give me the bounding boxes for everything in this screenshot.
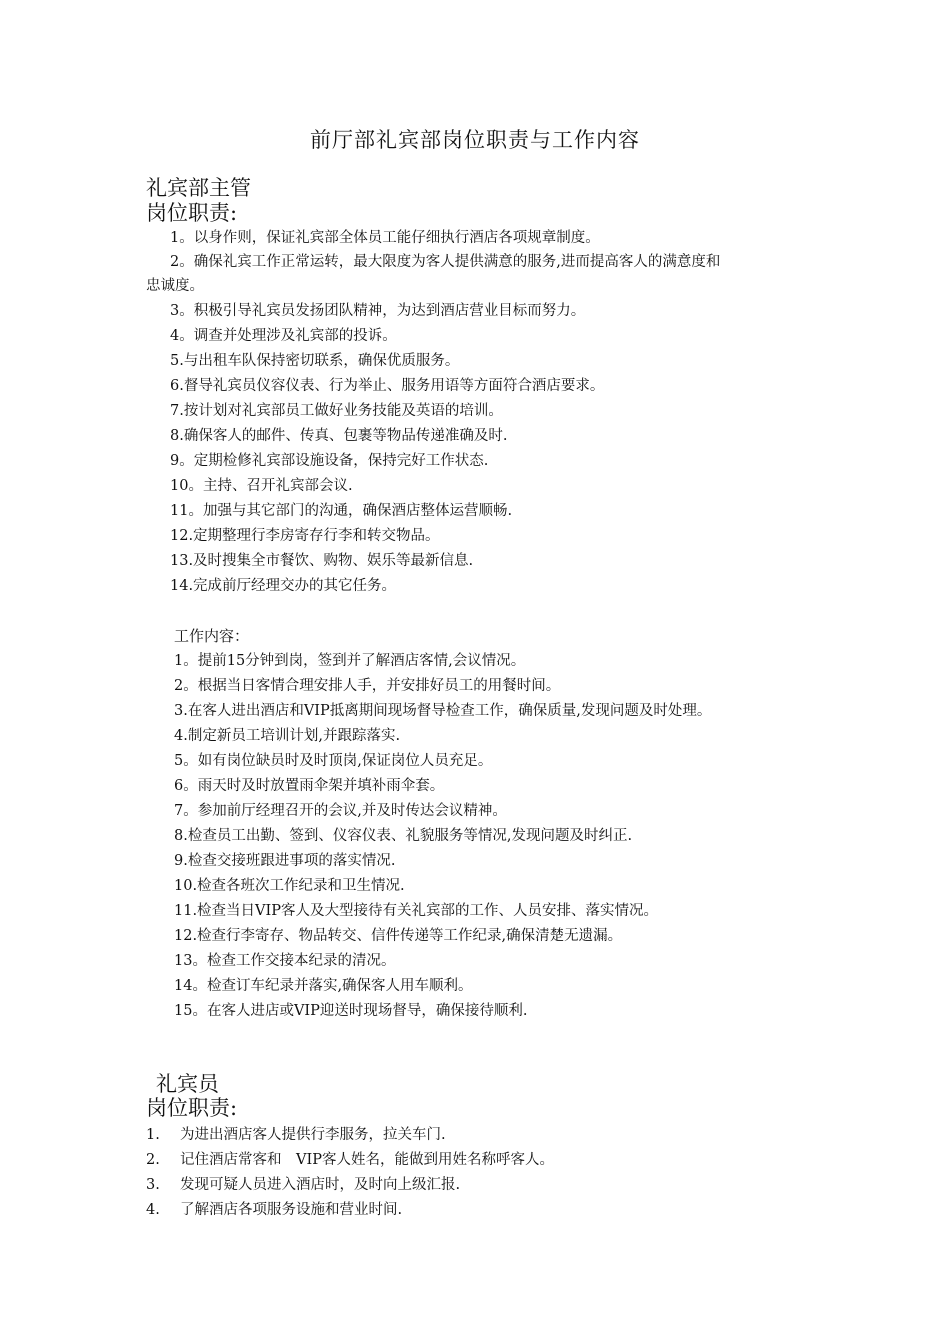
list-item: 10.检查各班次工作纪录和卫生情况.	[174, 878, 405, 894]
list-text: 为进出酒店客人提供行李服务，拉关车门.	[180, 1127, 446, 1143]
list-item: 8.确保客人的邮件、传真、包裹等物品传递准确及时.	[170, 428, 508, 444]
list-item	[146, 1126, 446, 1144]
list-item: 6。雨天时及时放置雨伞架并填补雨伞套。	[174, 778, 445, 794]
list-item: 6.督导礼宾员仪容仪表、行为举止、服务用语等方面符合酒店要求。	[170, 378, 605, 394]
list-item: 11。加强与其它部门的沟通，确保酒店整体运营顺畅.	[170, 503, 513, 519]
list-item: 14。检查订车纪录并落实,确保客人用车顺利。	[174, 978, 473, 994]
list-item: 4.制定新员工培训计划,并跟踪落实.	[174, 728, 401, 744]
list-item: 11.检查当日VIP客人及大型接待有关礼宾部的工作、人员安排、落实情况。	[174, 903, 659, 919]
list-text: 记住酒店常客和 VIP客人姓名，能做到用姓名称呼客人。	[180, 1152, 554, 1168]
list-item: 1。以身作则，保证礼宾部全体员工能仔细执行酒店各项规章制度。	[170, 230, 600, 246]
duties-heading: 岗位职责:	[146, 201, 238, 225]
list-item: 7.按计划对礼宾部员工做好业务技能及英语的培训。	[170, 403, 503, 419]
list-item: 3。积极引导礼宾员发扬团队精神，为达到酒店营业目标而努力。	[170, 303, 586, 319]
list-item: 5.与出租车队保持密切联系，确保优质服务。	[170, 353, 460, 369]
list-number: 3.	[146, 1177, 160, 1193]
list-item: 9。定期检修礼宾部设施设备，保持完好工作状态.	[170, 453, 489, 469]
list-item: 9.检查交接班跟进事项的落实情况.	[174, 853, 396, 869]
duties-heading: 岗位职责:	[146, 1096, 238, 1120]
list-item: 13.及时搜集全市餐饮、购物、娱乐等最新信息.	[170, 553, 474, 569]
list-item: 2。确保礼宾工作正常运转，最大限度为客人提供满意的服务,进而提高客人的满意度和	[170, 254, 721, 270]
list-item: 2。根据当日客情合理安排人手，并安排好员工的用餐时间。	[174, 678, 561, 694]
list-text: 了解酒店各项服务设施和营业时间.	[180, 1202, 403, 1218]
work-heading: 工作内容：	[174, 627, 250, 645]
list-item: 7。参加前厅经理召开的会议,并及时传达会议精神。	[174, 803, 507, 819]
list-item: 13。检查工作交接本纪录的清况。	[174, 953, 396, 969]
list-number: 1.	[146, 1127, 160, 1143]
list-item: 4。调查并处理涉及礼宾部的投诉。	[170, 328, 397, 344]
list-item	[146, 1201, 402, 1219]
list-number: 4.	[146, 1202, 160, 1218]
list-item: 8.检查员工出勤、签到、仪容仪表、礼貌服务等情况,发现问题及时纠正.	[174, 828, 633, 844]
page-title: 前厅部礼宾部岗位职责与工作内容	[310, 128, 640, 152]
section-heading-supervisor: 礼宾部主管	[146, 176, 251, 200]
list-item: 1。提前15分钟到岗，签到并了解酒店客情,会议情况。	[174, 653, 526, 669]
list-item: 10。主持、召开礼宾部会议.	[170, 478, 353, 494]
list-item	[146, 1176, 460, 1194]
list-item: 12.定期整理行李房寄存行李和转交物品。	[170, 528, 440, 544]
list-item: 14.完成前厅经理交办的其它任务。	[170, 578, 397, 594]
list-number: 2.	[146, 1152, 160, 1168]
list-item: 15。在客人进店或VIP迎送时现场督导，确保接待顺利.	[174, 1003, 528, 1019]
list-text: 发现可疑人员进入酒店时，及时向上级汇报.	[180, 1177, 461, 1193]
list-item: 忠诚度。	[146, 278, 204, 294]
list-item: 12.检查行李寄存、物品转交、信件传递等工作纪录,确保清楚无遗漏。	[174, 928, 623, 944]
list-item: 3.在客人进出酒店和VIP抵离期间现场督导检查工作，确保质量,发现问题及时处理。	[174, 703, 712, 719]
list-item: 5。如有岗位缺员时及时顶岗,保证岗位人员充足。	[174, 753, 493, 769]
section-heading-bellman: 礼宾员	[156, 1072, 219, 1096]
list-item	[146, 1151, 554, 1169]
